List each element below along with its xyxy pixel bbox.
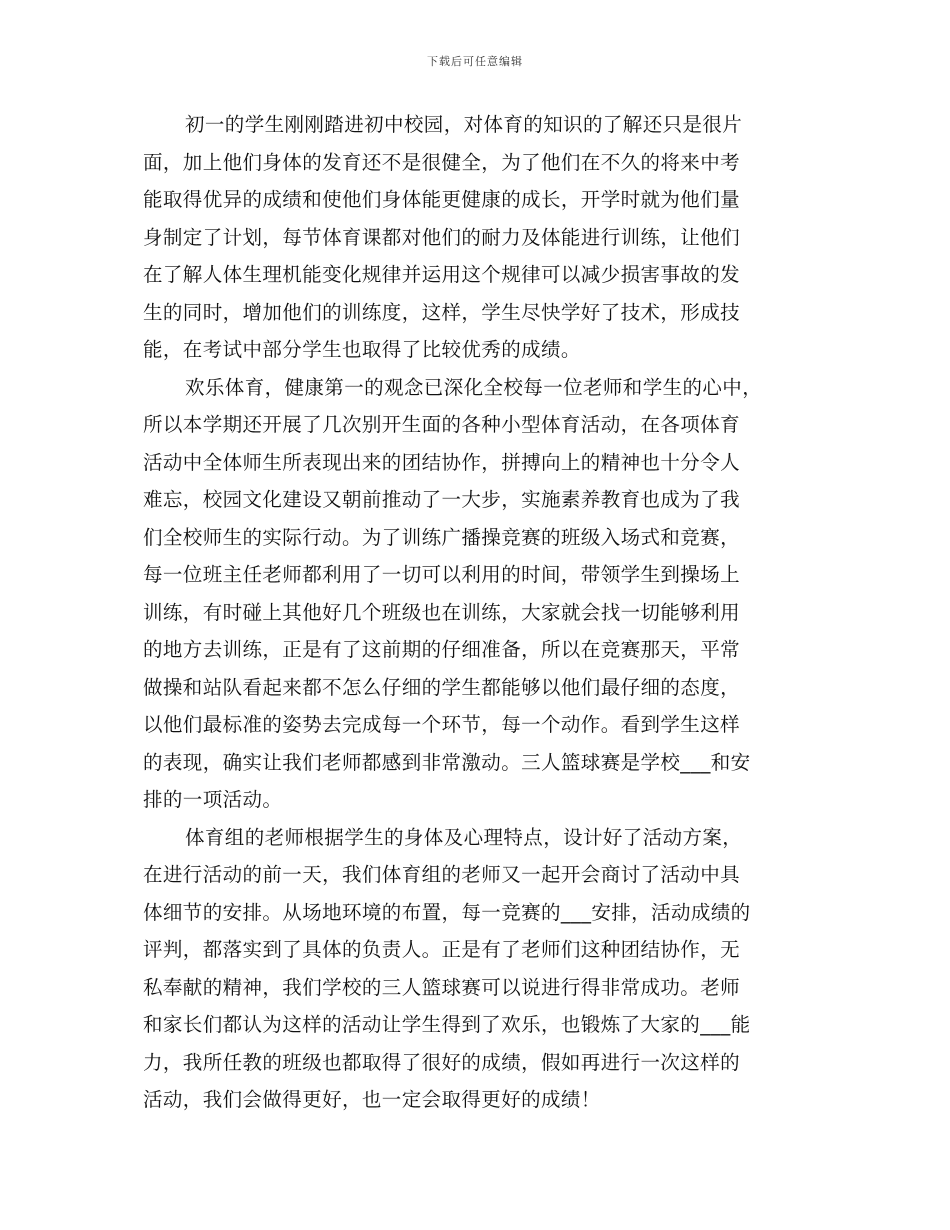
text-line: 做操和站队看起来都不怎么仔细的学生都能够以他们最仔细的态度， (143, 675, 741, 699)
text-line: 面，加上他们身体的发育还不是很健全，为了他们在不久的将来中考 (143, 150, 741, 174)
text-line: 们全校师生的实际行动。为了训练广播操竞赛的班级入场式和竞赛， (143, 525, 741, 549)
text-line: 初一的学生刚刚踏进初中校园，对体育的知识的了解还只是很片 (185, 113, 743, 136)
text-line: 私奉献的精神，我们学校的三人篮球赛可以说进行得非常成功。老师 (143, 975, 741, 999)
text-line: 所以本学期还开展了几次别开生面的各种小型体育活动，在各项体育 (143, 413, 741, 436)
text-line: 活动，我们会做得更好，也一定会取得更好的成绩！ (143, 1088, 601, 1111)
text-line: 以他们最标准的姿势去完成每一个环节，每一个动作。看到学生这样 (143, 713, 741, 736)
text-line: 体细节的安排。从场地环境的布置，每一竞赛的___安排，活动成绩的 (143, 900, 751, 924)
text-line: 力，我所任教的班级也都取得了很好的成绩，假如再进行一次这样的 (143, 1050, 741, 1074)
text-line: 体育组的老师根据学生的身体及心理特点，设计好了活动方案， (185, 825, 743, 849)
text-line: 能取得优异的成绩和使他们身体能更健康的成长，开学时就为他们量 (143, 188, 741, 211)
page-header: 下载后可任意编辑 (427, 55, 523, 68)
text-line: 活动中全体师生所表现出来的团结协作，拼搏向上的精神也十分令人 (143, 450, 741, 474)
text-line: 评判，都落实到了具体的负责人。正是有了老师们这种团结协作，无 (143, 938, 741, 961)
text-line: 和家长们都认为这样的活动让学生得到了欢乐，也锻炼了大家的___能 (143, 1013, 751, 1036)
text-line: 在了解人体生理机能变化规律并运用这个规律可以减少损害事故的发 (143, 263, 741, 286)
text-line: 难忘，校园文化建设又朝前推动了一大步，实施素养教育也成为了我 (143, 488, 741, 511)
text-line: 欢乐体育，健康第一的观念已深化全校每一位老师和学生的心中， (185, 375, 763, 399)
text-line: 排的一项活动。 (143, 788, 283, 811)
text-line: 训练，有时碰上其他好几个班级也在训练，大家就会找一切能够利用 (143, 600, 741, 624)
document-body (143, 106, 808, 1119)
text-line: 每一位班主任老师都利用了一切可以利用的时间，带领学生到操场上 (143, 563, 741, 586)
text-line: 身制定了计划，每节体育课都对他们的耐力及体能进行训练，让他们 (143, 225, 741, 249)
text-line: 在进行活动的前一天，我们体育组的老师又一起开会商讨了活动中具 (143, 863, 741, 886)
text-line: 能，在考试中部分学生也取得了比较优秀的成绩。 (143, 338, 581, 361)
text-line: 的地方去训练，正是有了这前期的仔细准备，所以在竞赛那天，平常 (143, 638, 741, 661)
text-line: 生的同时，增加他们的训练度，这样，学生尽快学好了技术，形成技 (143, 300, 741, 324)
text-line: 的表现，确实让我们老师都感到非常激动。三人篮球赛是学校___和安 (143, 750, 751, 774)
